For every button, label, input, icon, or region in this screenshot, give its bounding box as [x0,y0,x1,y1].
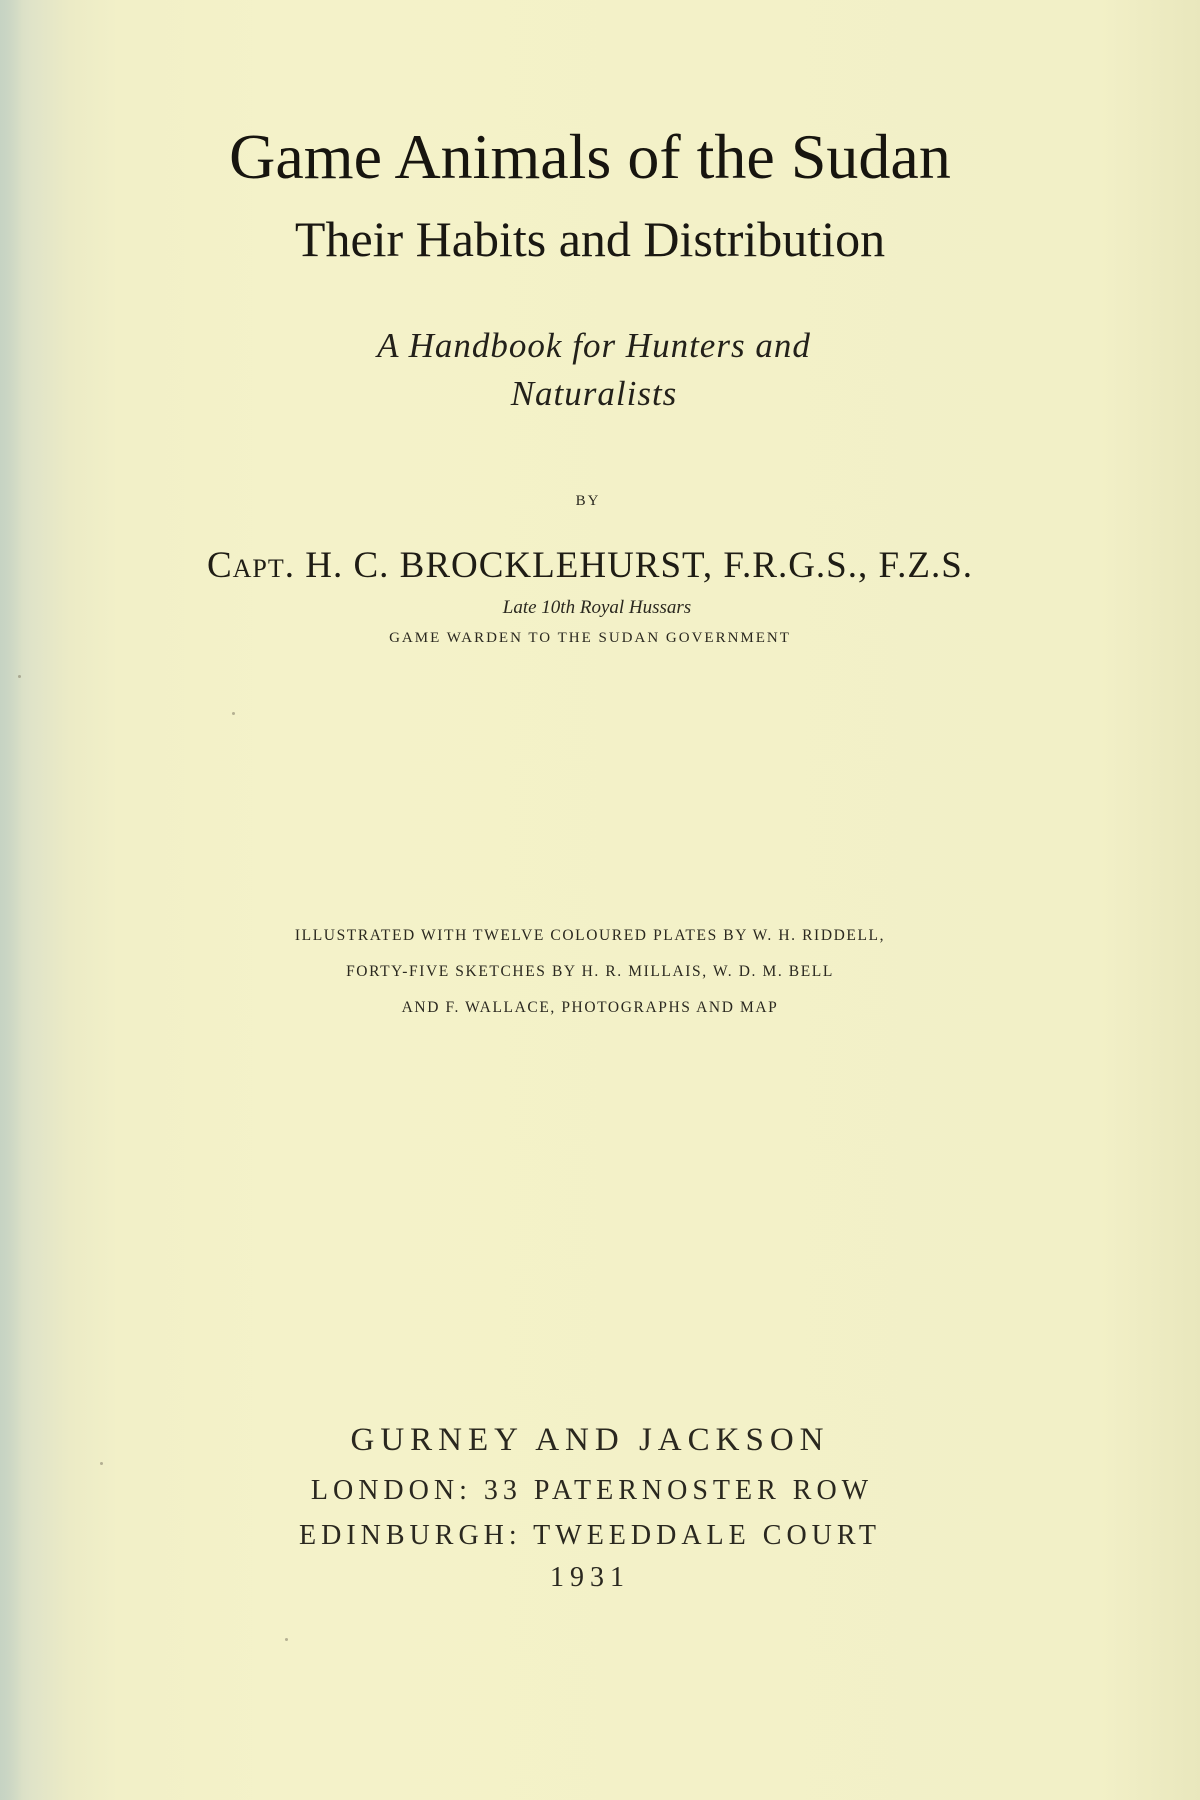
handbook-line-1: A Handbook for Hunters and [377,326,811,365]
author-former-regiment: Late 10th Royal Hussars [502,597,692,618]
handbook-line-2: Naturalists [510,374,678,413]
publication-year: 1931 [550,1562,630,1593]
author-position: GAME WARDEN TO THE SUDAN GOVERNMENT [389,630,791,646]
author-prefix: Capt. [206,545,296,586]
illustration-credits [0,918,1190,1026]
author-line [0,544,1190,587]
publisher-address-london: LONDON: 33 PATERNOSTER ROW [310,1475,874,1506]
paper-speck [285,1638,288,1641]
book-subtitle: Their Habits and Distribution [294,211,886,267]
publisher-address-edinburgh: EDINBURGH: TWEEDDALE COURT [299,1520,881,1551]
author-name: H. C. BROCKLEHURST, F.R.G.S., F.Z.S. [305,545,974,586]
by-label: BY [575,493,601,509]
publisher-name: GURNEY AND JACKSON [350,1422,830,1458]
paper-speck [100,1462,103,1465]
paper-speck [18,675,21,678]
illustration-line-1: ILLUSTRATED WITH TWELVE COLOURED PLATES BY W. H. RIDDELL, [294,927,886,944]
illustration-line-3: AND F. WALLACE, PHOTOGRAPHS AND MAP [401,999,779,1016]
paper-speck [232,712,235,715]
illustration-line-2: FORTY-FIVE SKETCHES BY H. R. MILLAIS, W. D. M. BELL [346,963,834,980]
handbook-description [0,322,1194,418]
book-title: Game Animals of the Sudan [229,121,951,192]
